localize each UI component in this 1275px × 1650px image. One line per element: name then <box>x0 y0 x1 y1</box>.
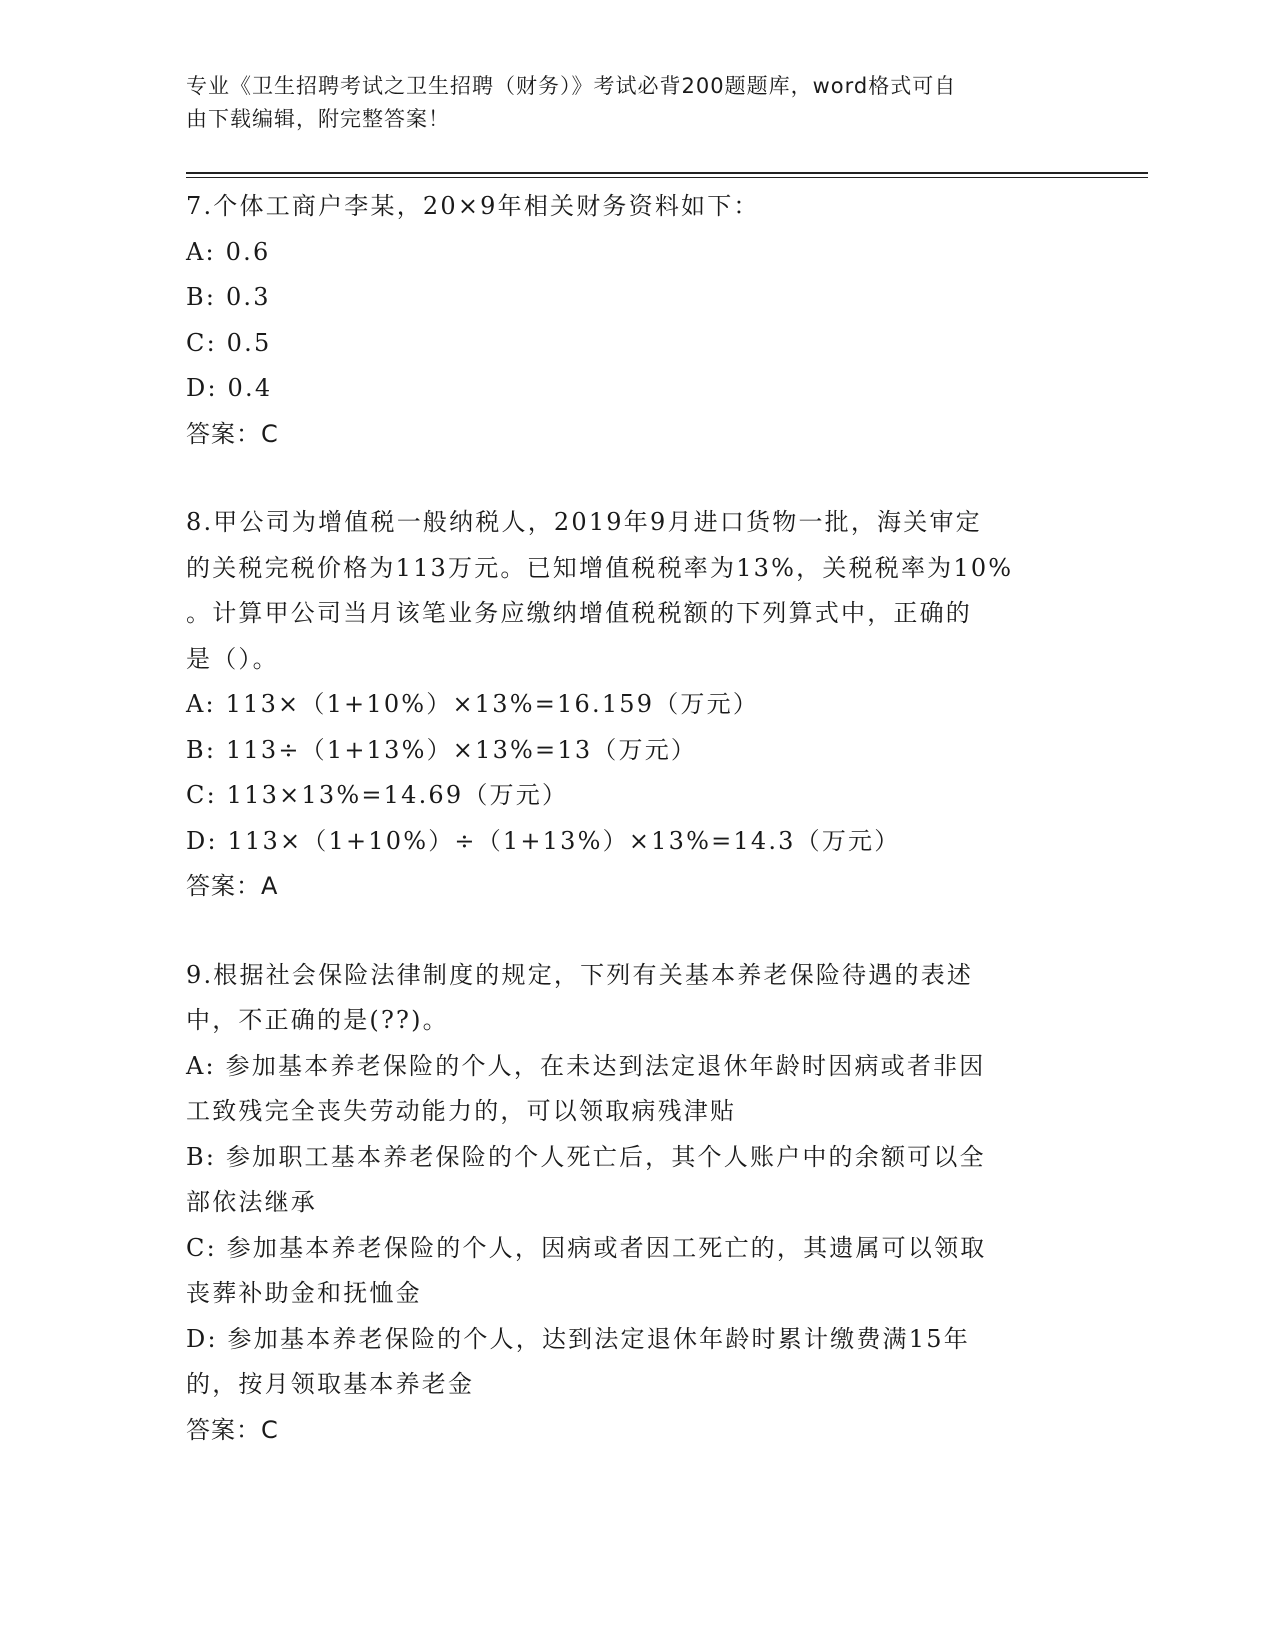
question-stem-line-3: 。计算甲公司当月该笔业务应缴纳增值税税额的下列算式中，正确的 <box>186 599 972 627</box>
option-a: A: 0.6 <box>186 237 271 266</box>
option-b-line-2: 部依法继承 <box>186 1188 317 1216</box>
option-c-line-1: C: 参加基本养老保险的个人，因病或者因工死亡的，其遗属可以领取 <box>186 1233 987 1262</box>
header-divider <box>186 172 1148 178</box>
option-c: C: 0.5 <box>186 328 272 357</box>
question-stem-line-1: 8.甲公司为增值税一般纳税人，2019年9月进口货物一批，海关审定 <box>186 508 982 536</box>
option-c-line-2: 丧葬补助金和抚恤金 <box>186 1279 422 1307</box>
option-a-line-2: 工致残完全丧失劳动能力的，可以领取病残津贴 <box>186 1097 737 1125</box>
option-d: D: 0.4 <box>186 374 273 402</box>
question-stem-line-4: 是（）。 <box>186 644 279 673</box>
option-a: A: 113×（1+10%）×13%=16.159（万元） <box>186 690 760 718</box>
question-stem-line-2: 的关税完税价格为113万元。已知增值税税率为13%，关税税率为10% <box>186 553 1014 582</box>
header-line-1: 专业《卫生招聘考试之卫生招聘（财务）》考试必背200题题库，word格式可自 <box>186 74 957 98</box>
option-d-line-2: 的，按月领取基本养老金 <box>186 1370 475 1398</box>
header-line-2: 由下载编辑，附完整答案！ <box>186 107 450 131</box>
answer: 答案：C <box>186 1415 279 1444</box>
document-page <box>186 70 1081 1496</box>
question-stem-line-2: 中，不正确的是(??)。 <box>186 1006 449 1034</box>
document-header <box>186 70 1066 136</box>
option-a-line-1: A: 参加基本养老保险的个人，在未达到法定退休年龄时因病或者非因 <box>186 1051 986 1080</box>
option-d-line-1: D: 参加基本养老保险的个人，达到法定退休年龄时累计缴费满15年 <box>186 1324 970 1353</box>
option-b: B: 0.3 <box>186 283 271 311</box>
question-7 <box>186 184 1081 457</box>
option-b: B: 113÷（1+13%）×13%=13（万元） <box>186 735 698 764</box>
question-list <box>186 184 1081 1453</box>
option-d: D: 113×（1+10%）÷（1+13%）×13%=14.3（万元） <box>186 826 901 855</box>
question-stem: 7.个体工商户李某，20×9年相关财务资料如下： <box>186 192 760 220</box>
question-8 <box>186 500 1081 910</box>
question-stem-line-1: 9.根据社会保险法律制度的规定，下列有关基本养老保险待遇的表述 <box>186 960 974 989</box>
option-c: C: 113×13%=14.69（万元） <box>186 781 569 809</box>
option-b-line-1: B: 参加职工基本养老保险的个人死亡后，其个人账户中的余额可以全 <box>186 1142 986 1171</box>
answer: 答案：A <box>186 872 279 900</box>
answer: 答案：C <box>186 419 279 448</box>
question-9 <box>186 953 1081 1454</box>
